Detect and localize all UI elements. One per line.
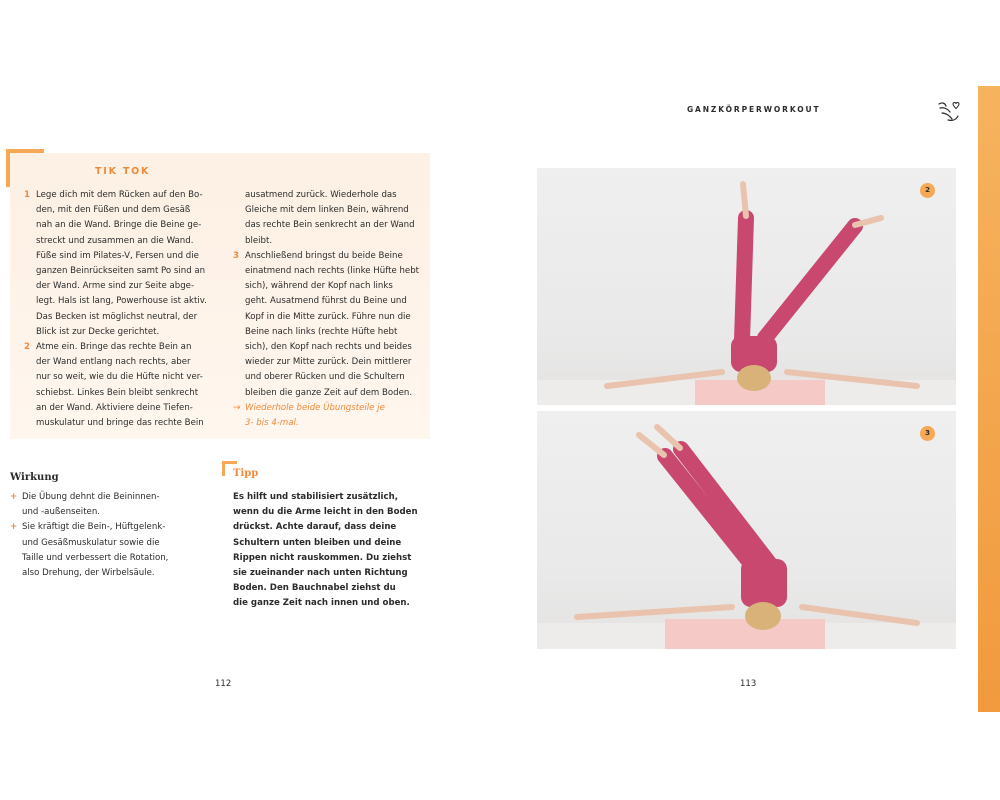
tipp-line: die ganze Zeit nach innen und oben. [233,598,410,609]
tipp-line: Schultern unten bleiben und deine [233,537,402,548]
line-text: bleibt. [245,235,273,246]
line-text: wieder zur Mitte zurück. Dein mittlerer [245,357,412,368]
line-text: bleiben die ganze Zeit auf dem Boden. [245,387,413,398]
text-line [24,386,207,401]
line-text: nur so weit, wie du die Hüfte nicht ver- [36,372,203,383]
line-text: sich), während der Kopf nach links [245,281,393,292]
line-text: den, mit den Füßen und dem Gesäß [36,205,191,216]
text-line [233,203,419,218]
text-line [24,325,207,340]
text-line [233,340,419,355]
plus-icon: + [10,492,18,502]
repeat-text: 3- bis 4-mal. [245,418,299,429]
text-line [24,340,207,355]
wirkung-text: Die Übung dehnt die Beininnen- [22,492,160,502]
wirkung-text: und Gesäßmuskulatur sowie die [22,537,160,548]
text-line [233,325,419,340]
text-line [24,279,207,294]
text-line [233,234,419,249]
text-line [233,264,419,279]
tipp-line: drückst. Achte darauf, dass deine [233,522,397,533]
line-text: sich), den Kopf nach rechts und beides [245,342,412,353]
line-text: einatmend nach rechts (linke Hüfte hebt [245,266,420,277]
box-corner-accent [6,149,44,187]
line-text: Lege dich mit dem Rücken auf den Bo- [36,190,203,200]
exercise-title: TIK TOK [95,166,151,177]
tipp-line: Es hilft und stabilisiert zusätzlich, [233,492,398,502]
text-line [24,218,207,233]
line-text: der Wand. Arme sind zur Seite abge- [36,281,195,292]
exercise-column-2 [233,188,419,431]
line-text: Füße sind im Pilates-V, Fersen und die [36,250,199,261]
plus-icon: + [10,522,18,533]
line-text: streckt und zusammen an die Wand. [36,235,194,246]
step-number: 1 [24,190,30,200]
line-text: nah an die Wand. Bringe die Beine ge- [36,220,202,231]
text-line [24,355,207,370]
side-tab-bar [978,86,1000,712]
text-line [233,294,419,309]
tipp-text [233,490,418,612]
text-line [24,310,207,325]
wirkung-text: also Drehung, der Wirbelsäule. [22,568,155,579]
page-number-right: 113 [740,679,757,689]
wirkung-item [10,520,168,535]
wirkung-item [10,566,168,581]
text-line [233,355,419,370]
text-line [24,264,207,279]
wirkung-list [10,490,168,581]
repeat-instruction [233,401,419,416]
line-text: Das Becken ist möglichst neutral, der [36,311,198,322]
line-text: an der Wand. Aktiviere deine Tiefen- [36,402,193,413]
text-line [24,203,207,218]
wirkung-item [10,551,168,566]
step-number: 3 [233,250,239,261]
line-text: Blick ist zur Decke gerichtet. [36,326,160,337]
tipp-line: wenn du die Arme leicht in den Boden [233,507,418,518]
repeat-text: Wiederhole beide Übungsteile je [245,402,385,413]
line-text: das rechte Bein senkrecht an der Wand [245,220,415,231]
exercise-photo-3 [537,411,956,649]
tipp-heading: Tipp [233,468,259,479]
step-number: 2 [24,342,30,353]
step-badge-3: 3 [920,426,935,441]
text-line [233,386,419,401]
text-line [233,188,419,203]
tipp-line: sie zueinander nach unten Richtung [233,568,408,579]
text-line [24,249,207,264]
wirkung-heading: Wirkung [10,472,59,483]
line-text: der Wand entlang nach rechts, aber [36,357,191,368]
line-text: ausatmend zurück. Wiederhole das [245,190,397,200]
text-line [24,188,207,203]
wirkung-text: und -außenseiten. [22,507,101,518]
wirkung-text: Sie kräftigt die Bein-, Hüftgelenk- [22,522,166,533]
wirkung-item [10,490,168,505]
line-text: Anschließend bringst du beide Beine [245,250,403,261]
chapter-header: GANZKÖRPERWORKOUT [687,105,821,114]
wirkung-text: Taille und verbessert die Rotation, [22,552,169,563]
arrow-right-icon: → [233,402,241,413]
text-line [233,218,419,233]
hand-heart-icon [936,98,962,126]
page-number-left: 112 [215,679,232,689]
wirkung-item [10,536,168,551]
tipp-line: Boden. Den Bauchnabel ziehst du [233,583,396,594]
line-text: ganzen Beinrückseiten samt Po sind an [36,266,206,277]
text-line [233,279,419,294]
tipp-line: Rippen nicht rauskommen. Du ziehst [233,552,412,563]
line-text: und oberer Rücken und die Schultern [245,372,405,383]
line-text: legt. Hals ist lang, Powerhouse ist aktiv. [36,296,207,307]
text-line [24,370,207,385]
text-line [233,370,419,385]
text-line [233,310,419,325]
line-text: geht. Ausatmend führst du Beine und [245,296,407,307]
line-text: schiebst. Linkes Bein bleibt senkrecht [36,387,199,398]
exercise-photo-2 [537,168,956,405]
repeat-instruction [233,416,419,431]
line-text: muskulatur und bringe das rechte Bein [36,418,204,429]
wirkung-item [10,505,168,520]
text-line [24,294,207,309]
line-text: Beine nach links (rechte Hüfte hebt [245,326,398,337]
text-line [24,401,207,416]
exercise-column-1 [24,188,207,431]
text-line [233,249,419,264]
step-badge-2: 2 [920,183,935,198]
text-line [24,234,207,249]
text-line [24,416,207,431]
line-text: Kopf in die Mitte zurück. Führe nun die [245,311,411,322]
line-text: Atme ein. Bringe das rechte Bein an [36,342,192,353]
line-text: Gleiche mit dem linken Bein, während [245,205,409,216]
